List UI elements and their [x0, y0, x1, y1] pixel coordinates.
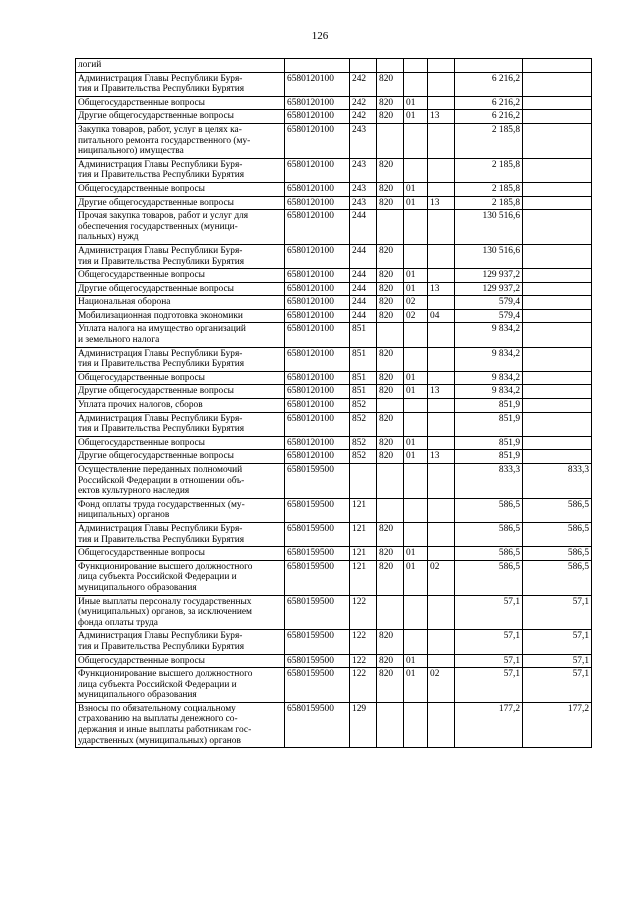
cell-section: [404, 210, 428, 245]
cell-amount-total: 851,9: [455, 436, 523, 450]
cell-subsection: [428, 210, 455, 245]
cell-amount-total: 6 216,2: [455, 96, 523, 110]
cell-subsection: 13: [428, 110, 455, 124]
cell-name: Закупка товаров, работ, услуг в целях ка- питального ремонта государственного (му- ниципального) имущества: [76, 123, 285, 158]
table-row: [76, 309, 592, 323]
cell-target-code: 6580120100: [285, 182, 350, 196]
cell-subsection: [428, 158, 455, 182]
cell-section: 01: [404, 450, 428, 464]
cell-section: 01: [404, 547, 428, 561]
cell-section: 01: [404, 668, 428, 703]
cell-target-code: 6580159500: [285, 654, 350, 668]
cell-name: Прочая закупка товаров, работ и услуг для обеспечения государственных (муници- пальных) нужд: [76, 210, 285, 245]
cell-subsection: [428, 182, 455, 196]
cell-section: 01: [404, 385, 428, 399]
table-row: [76, 498, 592, 522]
cell-amount-federal: 586,5: [523, 498, 592, 522]
cell-amount-total: 130 516,6: [455, 210, 523, 245]
cell-section: 02: [404, 309, 428, 323]
table-row: [76, 282, 592, 296]
cell-name: логий: [76, 59, 285, 73]
cell-administrator: 820: [377, 560, 404, 595]
table-row: [76, 654, 592, 668]
cell-subsection: [428, 399, 455, 413]
cell-subsection: [428, 323, 455, 347]
cell-amount-total: 57,1: [455, 595, 523, 630]
cell-subsection: [428, 630, 455, 654]
cell-administrator: [377, 123, 404, 158]
table-row: [76, 110, 592, 124]
cell-name: Администрация Главы Республики Буря- тия и Правительства Республики Бурятия: [76, 630, 285, 654]
cell-subsection: [428, 412, 455, 436]
cell-amount-total: 586,5: [455, 498, 523, 522]
cell-administrator: [377, 464, 404, 499]
cell-target-code: 6580120100: [285, 123, 350, 158]
cell-expense-type: 122: [350, 595, 377, 630]
cell-section: 01: [404, 560, 428, 595]
cell-administrator: 820: [377, 244, 404, 268]
cell-section: [404, 595, 428, 630]
cell-subsection: [428, 59, 455, 73]
cell-expense-type: 244: [350, 296, 377, 310]
cell-subsection: [428, 244, 455, 268]
cell-name: Общегосударственные вопросы: [76, 96, 285, 110]
cell-amount-total: 57,1: [455, 668, 523, 703]
cell-administrator: 820: [377, 547, 404, 561]
table-row: [76, 668, 592, 703]
cell-administrator: 820: [377, 296, 404, 310]
cell-amount-total: 9 834,2: [455, 347, 523, 371]
cell-section: [404, 399, 428, 413]
table-row: [76, 347, 592, 371]
cell-amount-total: [455, 59, 523, 73]
cell-target-code: 6580120100: [285, 371, 350, 385]
page-number: 126: [311, 30, 329, 42]
cell-amount-federal: [523, 158, 592, 182]
cell-target-code: 6580120100: [285, 323, 350, 347]
cell-administrator: [377, 498, 404, 522]
cell-expense-type: 129: [350, 702, 377, 747]
cell-administrator: 820: [377, 182, 404, 196]
cell-amount-federal: 586,5: [523, 522, 592, 546]
cell-amount-federal: [523, 123, 592, 158]
cell-name: Функционирование высшего должностного лица субъекта Российской Федерации и муниципального образования: [76, 668, 285, 703]
cell-amount-total: 579,4: [455, 296, 523, 310]
cell-expense-type: 122: [350, 668, 377, 703]
table-row: [76, 560, 592, 595]
cell-target-code: 6580120100: [285, 309, 350, 323]
cell-subsection: [428, 654, 455, 668]
cell-amount-total: 9 834,2: [455, 323, 523, 347]
cell-expense-type: 244: [350, 210, 377, 245]
table-row: [76, 412, 592, 436]
table-row: [76, 522, 592, 546]
cell-name: Администрация Главы Республики Буря- тия и Правительства Республики Бурятия: [76, 72, 285, 96]
cell-expense-type: 243: [350, 182, 377, 196]
cell-amount-total: 2 185,8: [455, 158, 523, 182]
cell-section: [404, 59, 428, 73]
cell-target-code: 6580120100: [285, 412, 350, 436]
cell-expense-type: 244: [350, 269, 377, 283]
cell-target-code: 6580120100: [285, 399, 350, 413]
cell-name: Общегосударственные вопросы: [76, 547, 285, 561]
cell-administrator: 820: [377, 196, 404, 210]
cell-subsection: 13: [428, 385, 455, 399]
cell-amount-total: 586,5: [455, 522, 523, 546]
cell-section: [404, 464, 428, 499]
table-row: [76, 96, 592, 110]
cell-amount-federal: [523, 59, 592, 73]
cell-target-code: 6580120100: [285, 210, 350, 245]
cell-amount-federal: [523, 296, 592, 310]
cell-section: 01: [404, 96, 428, 110]
cell-administrator: 820: [377, 282, 404, 296]
cell-expense-type: 242: [350, 110, 377, 124]
cell-amount-total: 129 937,2: [455, 269, 523, 283]
cell-amount-federal: 57,1: [523, 630, 592, 654]
cell-expense-type: 244: [350, 244, 377, 268]
cell-expense-type: [350, 464, 377, 499]
cell-amount-total: 851,9: [455, 412, 523, 436]
cell-name: Другие общегосударственные вопросы: [76, 110, 285, 124]
cell-expense-type: 242: [350, 96, 377, 110]
cell-target-code: 6580120100: [285, 158, 350, 182]
cell-subsection: [428, 123, 455, 158]
cell-subsection: [428, 72, 455, 96]
cell-expense-type: 852: [350, 412, 377, 436]
cell-amount-total: 57,1: [455, 630, 523, 654]
cell-administrator: [377, 702, 404, 747]
cell-target-code: 6580120100: [285, 196, 350, 210]
cell-name: Администрация Главы Республики Буря- тия и Правительства Республики Бурятия: [76, 244, 285, 268]
cell-amount-federal: [523, 269, 592, 283]
cell-target-code: 6580159500: [285, 522, 350, 546]
cell-amount-total: 9 834,2: [455, 371, 523, 385]
cell-amount-federal: [523, 110, 592, 124]
cell-amount-federal: [523, 436, 592, 450]
cell-amount-total: 2 185,8: [455, 182, 523, 196]
cell-expense-type: 121: [350, 498, 377, 522]
cell-administrator: 820: [377, 412, 404, 436]
cell-amount-federal: 57,1: [523, 654, 592, 668]
cell-amount-federal: [523, 282, 592, 296]
cell-target-code: 6580120100: [285, 282, 350, 296]
cell-expense-type: 121: [350, 547, 377, 561]
cell-administrator: 820: [377, 309, 404, 323]
cell-name: Общегосударственные вопросы: [76, 269, 285, 283]
cell-expense-type: 852: [350, 436, 377, 450]
cell-subsection: [428, 547, 455, 561]
table-row: [76, 399, 592, 413]
cell-subsection: 02: [428, 668, 455, 703]
cell-name: Другие общегосударственные вопросы: [76, 282, 285, 296]
cell-section: [404, 244, 428, 268]
cell-name: Взносы по обязательному социальному страхованию на выплаты денежного со- держания и иные выплаты работникам гос- ударственных (муниципальных) органов: [76, 702, 285, 747]
cell-subsection: [428, 269, 455, 283]
cell-amount-total: 586,5: [455, 560, 523, 595]
cell-section: 01: [404, 654, 428, 668]
cell-administrator: 820: [377, 630, 404, 654]
cell-target-code: 6580120100: [285, 269, 350, 283]
cell-target-code: 6580120100: [285, 296, 350, 310]
cell-amount-federal: [523, 323, 592, 347]
cell-administrator: 820: [377, 385, 404, 399]
cell-section: 01: [404, 269, 428, 283]
cell-amount-total: 57,1: [455, 654, 523, 668]
cell-expense-type: [350, 59, 377, 73]
cell-administrator: 820: [377, 450, 404, 464]
table-row: [76, 196, 592, 210]
cell-amount-federal: [523, 385, 592, 399]
cell-target-code: 6580159500: [285, 630, 350, 654]
cell-section: 01: [404, 182, 428, 196]
cell-target-code: 6580159500: [285, 547, 350, 561]
cell-section: [404, 522, 428, 546]
cell-target-code: 6580159500: [285, 464, 350, 499]
cell-name: Функционирование высшего должностного лица субъекта Российской Федерации и муниципального образования: [76, 560, 285, 595]
table-row: [76, 371, 592, 385]
cell-section: 01: [404, 196, 428, 210]
cell-section: 01: [404, 371, 428, 385]
cell-name: Другие общегосударственные вопросы: [76, 450, 285, 464]
cell-name: Общегосударственные вопросы: [76, 182, 285, 196]
cell-amount-federal: [523, 371, 592, 385]
cell-subsection: 04: [428, 309, 455, 323]
cell-amount-total: 833,3: [455, 464, 523, 499]
cell-name: Администрация Главы Республики Буря- тия и Правительства Республики Бурятия: [76, 347, 285, 371]
table-row: [76, 158, 592, 182]
cell-amount-federal: 586,5: [523, 560, 592, 595]
cell-amount-total: 586,5: [455, 547, 523, 561]
cell-administrator: 820: [377, 347, 404, 371]
cell-section: 01: [404, 282, 428, 296]
table-row: [76, 59, 592, 73]
cell-administrator: 820: [377, 158, 404, 182]
cell-amount-total: 579,4: [455, 309, 523, 323]
cell-administrator: [377, 399, 404, 413]
cell-administrator: 820: [377, 436, 404, 450]
table-row: [76, 72, 592, 96]
cell-target-code: 6580120100: [285, 450, 350, 464]
cell-expense-type: 121: [350, 560, 377, 595]
cell-name: Фонд оплаты труда государственных (му- ниципальных) органов: [76, 498, 285, 522]
cell-amount-federal: [523, 399, 592, 413]
cell-name: Администрация Главы Республики Буря- тия и Правительства Республики Бурятия: [76, 412, 285, 436]
cell-amount-federal: [523, 182, 592, 196]
cell-amount-federal: 57,1: [523, 595, 592, 630]
cell-target-code: 6580159500: [285, 702, 350, 747]
cell-name: Администрация Главы Республики Буря- тия и Правительства Республики Бурятия: [76, 158, 285, 182]
cell-subsection: [428, 595, 455, 630]
table-row: [76, 595, 592, 630]
cell-subsection: [428, 436, 455, 450]
cell-expense-type: 852: [350, 399, 377, 413]
cell-section: [404, 630, 428, 654]
cell-name: Общегосударственные вопросы: [76, 654, 285, 668]
cell-section: [404, 498, 428, 522]
cell-target-code: 6580159500: [285, 498, 350, 522]
cell-subsection: 02: [428, 560, 455, 595]
cell-amount-federal: 833,3: [523, 464, 592, 499]
cell-expense-type: 121: [350, 522, 377, 546]
cell-expense-type: 852: [350, 450, 377, 464]
cell-amount-total: 2 185,8: [455, 196, 523, 210]
table-row: [76, 269, 592, 283]
cell-target-code: 6580120100: [285, 436, 350, 450]
cell-administrator: 820: [377, 96, 404, 110]
cell-subsection: [428, 296, 455, 310]
cell-target-code: 6580120100: [285, 72, 350, 96]
cell-amount-total: 6 216,2: [455, 72, 523, 96]
cell-expense-type: 122: [350, 654, 377, 668]
cell-subsection: [428, 498, 455, 522]
cell-administrator: [377, 323, 404, 347]
table-row: [76, 244, 592, 268]
table-row: [76, 450, 592, 464]
cell-amount-federal: [523, 309, 592, 323]
table-row: [76, 385, 592, 399]
cell-section: 02: [404, 296, 428, 310]
cell-name: Осуществление переданных полномочий Российской Федерации в отношении объ- ектов культурного наследия: [76, 464, 285, 499]
cell-amount-federal: 586,5: [523, 547, 592, 561]
cell-section: [404, 72, 428, 96]
table-row: [76, 123, 592, 158]
cell-administrator: 820: [377, 522, 404, 546]
cell-subsection: [428, 702, 455, 747]
cell-target-code: 6580159500: [285, 595, 350, 630]
cell-subsection: 13: [428, 450, 455, 464]
cell-subsection: 13: [428, 282, 455, 296]
cell-section: [404, 323, 428, 347]
cell-subsection: [428, 371, 455, 385]
cell-administrator: 820: [377, 371, 404, 385]
cell-target-code: 6580120100: [285, 385, 350, 399]
cell-section: [404, 123, 428, 158]
cell-amount-federal: 177,2: [523, 702, 592, 747]
cell-amount-federal: [523, 450, 592, 464]
cell-subsection: 13: [428, 196, 455, 210]
cell-name: Общегосударственные вопросы: [76, 371, 285, 385]
cell-target-code: 6580120100: [285, 96, 350, 110]
table-row: [76, 182, 592, 196]
table-row: [76, 296, 592, 310]
cell-expense-type: 851: [350, 347, 377, 371]
cell-name: Уплата прочих налогов, сборов: [76, 399, 285, 413]
budget-table: [75, 58, 592, 748]
cell-target-code: 6580120100: [285, 347, 350, 371]
cell-amount-total: 2 185,8: [455, 123, 523, 158]
cell-amount-total: 130 516,6: [455, 244, 523, 268]
cell-target-code: 6580159500: [285, 560, 350, 595]
cell-amount-total: 851,9: [455, 399, 523, 413]
cell-section: [404, 347, 428, 371]
cell-administrator: 820: [377, 668, 404, 703]
cell-section: [404, 702, 428, 747]
cell-subsection: [428, 464, 455, 499]
table-row: [76, 630, 592, 654]
cell-administrator: [377, 595, 404, 630]
cell-expense-type: 243: [350, 158, 377, 182]
cell-subsection: [428, 96, 455, 110]
cell-administrator: [377, 210, 404, 245]
cell-expense-type: 851: [350, 385, 377, 399]
cell-expense-type: 244: [350, 309, 377, 323]
cell-name: Национальная оборона: [76, 296, 285, 310]
cell-expense-type: 851: [350, 371, 377, 385]
cell-expense-type: 244: [350, 282, 377, 296]
cell-administrator: [377, 59, 404, 73]
cell-amount-total: 129 937,2: [455, 282, 523, 296]
cell-name: Иные выплаты персоналу государственных (муниципальных) органов, за исключением фонда оплаты труда: [76, 595, 285, 630]
cell-administrator: 820: [377, 110, 404, 124]
cell-expense-type: 243: [350, 196, 377, 210]
cell-target-code: 6580159500: [285, 668, 350, 703]
cell-target-code: 6580120100: [285, 110, 350, 124]
cell-amount-federal: [523, 244, 592, 268]
table-row: [76, 702, 592, 747]
cell-name: Другие общегосударственные вопросы: [76, 385, 285, 399]
cell-target-code: 6580120100: [285, 244, 350, 268]
cell-amount-federal: [523, 412, 592, 436]
cell-expense-type: 851: [350, 323, 377, 347]
cell-section: [404, 158, 428, 182]
cell-amount-total: 6 216,2: [455, 110, 523, 124]
table-row: [76, 210, 592, 245]
cell-subsection: [428, 347, 455, 371]
cell-name: Другие общегосударственные вопросы: [76, 196, 285, 210]
cell-amount-federal: [523, 96, 592, 110]
cell-amount-federal: [523, 347, 592, 371]
cell-expense-type: 242: [350, 72, 377, 96]
cell-target-code: [285, 59, 350, 73]
cell-name: Администрация Главы Республики Буря- тия и Правительства Республики Бурятия: [76, 522, 285, 546]
cell-amount-federal: [523, 210, 592, 245]
cell-section: 01: [404, 110, 428, 124]
cell-amount-federal: [523, 72, 592, 96]
cell-amount-total: 9 834,2: [455, 385, 523, 399]
cell-administrator: 820: [377, 269, 404, 283]
table-body: [76, 59, 592, 748]
cell-administrator: 820: [377, 72, 404, 96]
cell-administrator: 820: [377, 654, 404, 668]
cell-name: Мобилизационная подготовка экономики: [76, 309, 285, 323]
table-row: [76, 464, 592, 499]
table-row: [76, 547, 592, 561]
cell-amount-total: 177,2: [455, 702, 523, 747]
cell-name: Уплата налога на имущество организаций и земельного налога: [76, 323, 285, 347]
cell-amount-total: 851,9: [455, 450, 523, 464]
table-row: [76, 436, 592, 450]
cell-name: Общегосударственные вопросы: [76, 436, 285, 450]
cell-expense-type: 122: [350, 630, 377, 654]
cell-amount-federal: 57,1: [523, 668, 592, 703]
cell-section: 01: [404, 436, 428, 450]
table-row: [76, 323, 592, 347]
cell-subsection: [428, 522, 455, 546]
cell-amount-federal: [523, 196, 592, 210]
cell-expense-type: 243: [350, 123, 377, 158]
cell-section: [404, 412, 428, 436]
